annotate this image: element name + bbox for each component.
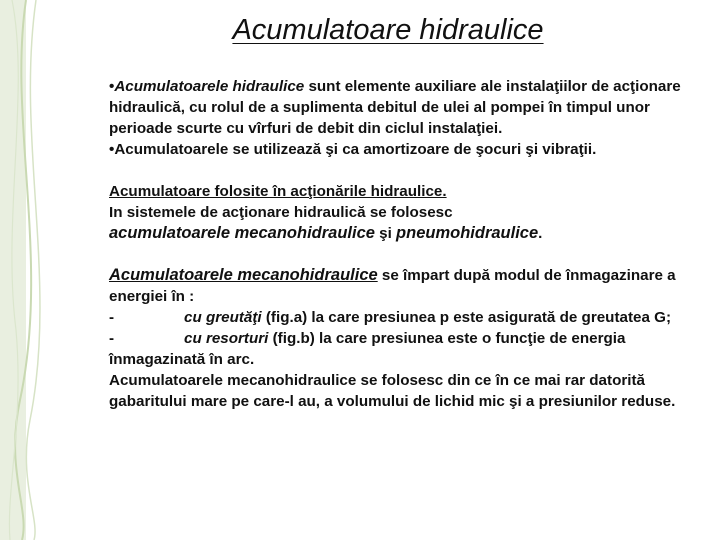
section-1-line: In sistemele de acţionare hidraulică se folosesc xyxy=(109,204,453,221)
term-cu-resorturi: cu resorturi xyxy=(184,330,269,347)
section-1 xyxy=(109,181,694,244)
conjunction: şi xyxy=(374,225,397,242)
closing-paragraph: Acumulatoarele mecanohidraulice se folosesc din ce în ce mai rar datorită gabaritului mare pe care-l au, a volumului de lichid mic şi a presiunilor reduse. xyxy=(109,372,676,410)
section-2 xyxy=(109,265,694,307)
section-1-heading: Acumulatoare folosite în acţionările hidraulice. xyxy=(109,183,447,200)
list-item-resorturi xyxy=(109,328,694,370)
dash: - xyxy=(109,330,115,347)
bullet-glyph: • xyxy=(109,141,115,158)
term-cu-greutati: cu greutăţi xyxy=(184,309,262,326)
bullet-glyph: • xyxy=(109,78,115,95)
term-pneumohidraulice: pneumohidraulice xyxy=(396,224,539,242)
dash: - xyxy=(109,309,115,326)
bullet-1-text: sunt elemente auxiliare ale instalaţiilor de acţionare hidraulică, cu rolul de a suplimenta debitul de ulei al pompei în timpul unor perioade scurte cu vîrfuri de debit din ciclul instalaţiei. xyxy=(109,78,681,137)
period: . xyxy=(538,225,543,242)
decorative-left-border xyxy=(0,0,60,540)
term-acumulatoarele-hidraulice: Acumulatoarele hidraulice xyxy=(114,78,305,95)
slide-title: Acumulatoare hidraulice xyxy=(232,14,544,46)
item-2-text: (fig.b) la care presiunea este o funcţie de energia înmagazinată în arc. xyxy=(109,330,626,368)
paragraph-bullet-2 xyxy=(109,139,694,160)
list-item-greutati xyxy=(109,307,694,328)
section-2-heading: Acumulatoarele mecanohidraulice xyxy=(109,266,378,284)
item-1-text: (fig.a) la care presiunea p este asigurată de greutatea G; xyxy=(261,309,671,326)
bullet-2-text: Acumulatoarele se utilizează şi ca amortizoare de şocuri şi vibraţii. xyxy=(114,141,597,158)
paragraph-bullet-1 xyxy=(109,76,694,139)
slide-body xyxy=(109,76,694,412)
section-2-intro: se împart după modul de înmagazinare a energiei în : xyxy=(109,267,676,305)
term-mecanohidraulice: acumulatoarele mecanohidraulice xyxy=(109,224,375,242)
